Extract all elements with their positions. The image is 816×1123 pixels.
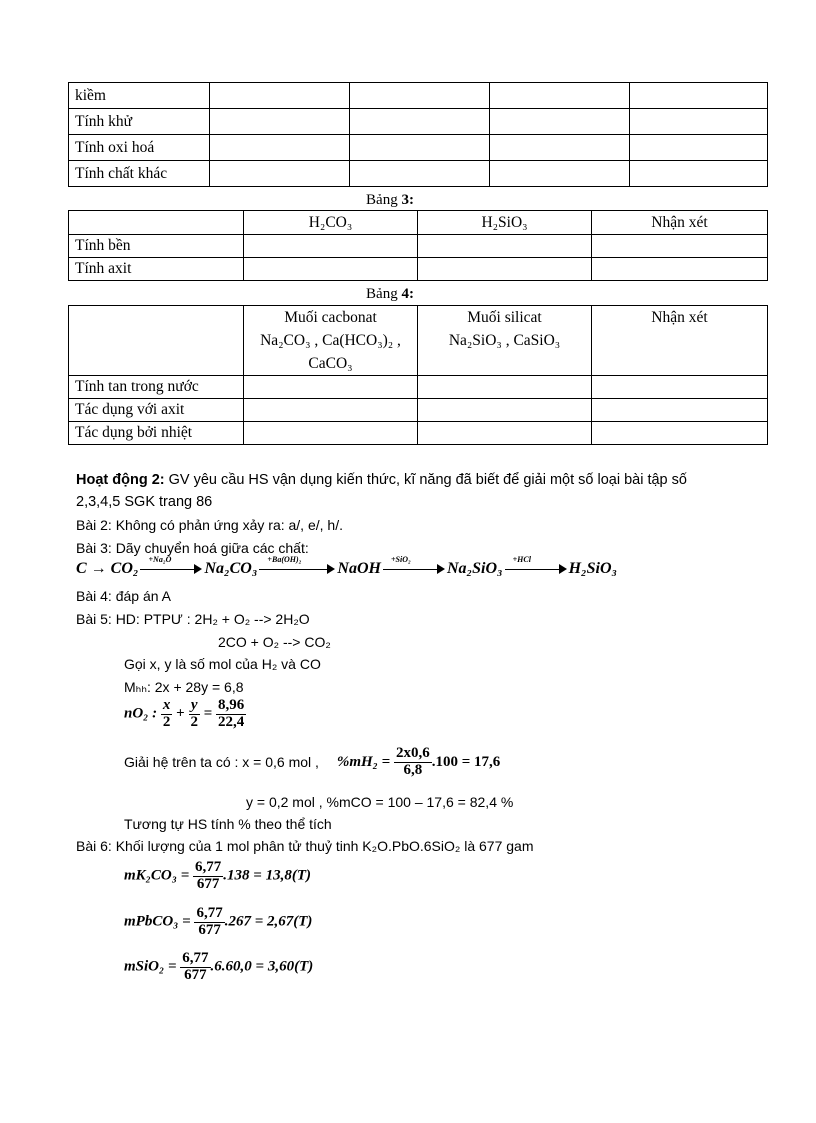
table-row	[69, 161, 768, 187]
reaction-arrow: +Na₂O	[140, 564, 202, 574]
table-row: Tính tan trong nước	[69, 376, 768, 399]
bai5-line8: Tương tự HS tính % theo thể tích	[124, 816, 332, 832]
header-comment: Nhận xét	[592, 211, 768, 235]
header-carbonate: Muối cacbonat Na₂CO₃ , Ca(HCO₃)₂ , CaCO₃	[244, 306, 418, 376]
bai5-line2: 2CO + O₂ --> CO₂	[218, 634, 331, 650]
bai2: Bài 2: Không có phản ứng xảy ra: a/, e/, h/.	[76, 517, 343, 533]
properties-table	[68, 82, 768, 187]
equation-sio2: mSiO₂ = $\frac{6,77}{677}$ .6.60,0 = 3,60(T)	[124, 950, 314, 983]
reaction-arrow: +HCl	[505, 564, 567, 574]
activity-paragraph-cont: 2,3,4,5 SGK trang 86	[76, 494, 213, 510]
table-cell: Tính chất khác	[69, 161, 210, 187]
bai3: Bài 3: Dãy chuyển hoá giữa các chất:	[76, 540, 309, 556]
table-row: Tính axit	[69, 258, 768, 281]
table-row: Tính bền	[69, 235, 768, 258]
equation-k2co3: mK₂CO₃ = $\frac{6,77}{677}$ .138 = 13,8(T)	[124, 859, 311, 892]
header-h2sio3: H₂SiO₃	[418, 211, 592, 235]
bai5-line4: Mₕₕ: 2x + 28y = 6,8	[124, 679, 244, 695]
reaction-arrow: +SiO₂	[383, 564, 445, 574]
table-row: Tác dụng bởi nhiệt	[69, 422, 768, 445]
bai5-line1: Bài 5: HD: PTPƯ : 2H₂ + O₂ --> 2H₂O	[76, 611, 310, 627]
reaction-chain: C → CO₂ +Na₂O Na₂CO₃ +Ba(OH)₂ NaOH +SiO₂ Na₂SiO₃ +HCl H₂SiO₃	[76, 555, 618, 577]
header-silicate: Muối silicat Na₂SiO₃ , CaSiO₃	[418, 306, 592, 376]
equation-pbco3: mPbCO₃ = $\frac{6,77}{677}$ .267 = 2,67(T)	[124, 905, 313, 938]
bai5-line3: Gọi x, y là số mol của H₂ và CO	[124, 656, 321, 672]
bai6-line1: Bài 6: Khối lượng của 1 mol phân tử thuỷ tinh K₂O.PbO.6SiO₂ là 677 gam	[76, 838, 534, 854]
table-cell: Tính oxi hoá	[69, 135, 210, 161]
activity-paragraph: Hoạt động 2: GV yêu cầu HS vận dụng kiến thức, kĩ năng đã biết để giải một số loại bài tập số	[76, 472, 687, 488]
table-header-row	[69, 306, 768, 376]
table-row	[69, 83, 768, 109]
table-3	[68, 210, 768, 281]
bai4: Bài 4: đáp án A	[76, 588, 171, 604]
table-row: Tác dụng với axit	[69, 399, 768, 422]
header-h2co3: H₂CO₃	[244, 211, 418, 235]
table-cell: Tính khử	[69, 109, 210, 135]
header-comment: Nhận xét	[592, 306, 768, 376]
table-caption: Bảng 3:	[366, 192, 414, 208]
table-row	[69, 109, 768, 135]
bai5-line7: y = 0,2 mol , %mCO = 100 – 17,6 = 82,4 %	[246, 794, 514, 810]
reaction-arrow: +Ba(OH)₂	[259, 564, 335, 574]
table-header-row	[69, 211, 768, 235]
equation-o2: nO₂ : $\frac{x}{2}$ + $\frac{y}{2}$ = $\frac{8,96}{22,4}$	[124, 697, 245, 730]
table-row	[69, 135, 768, 161]
bai5-line6: Giải hệ trên ta có : x = 0,6 mol , %mH₂ = $\frac{2x0,6}{6,8}$ .100 = 17,6	[124, 745, 501, 778]
table-4	[68, 305, 768, 445]
table-caption: Bảng 4:	[366, 286, 414, 302]
table-cell: kiềm	[69, 83, 210, 109]
